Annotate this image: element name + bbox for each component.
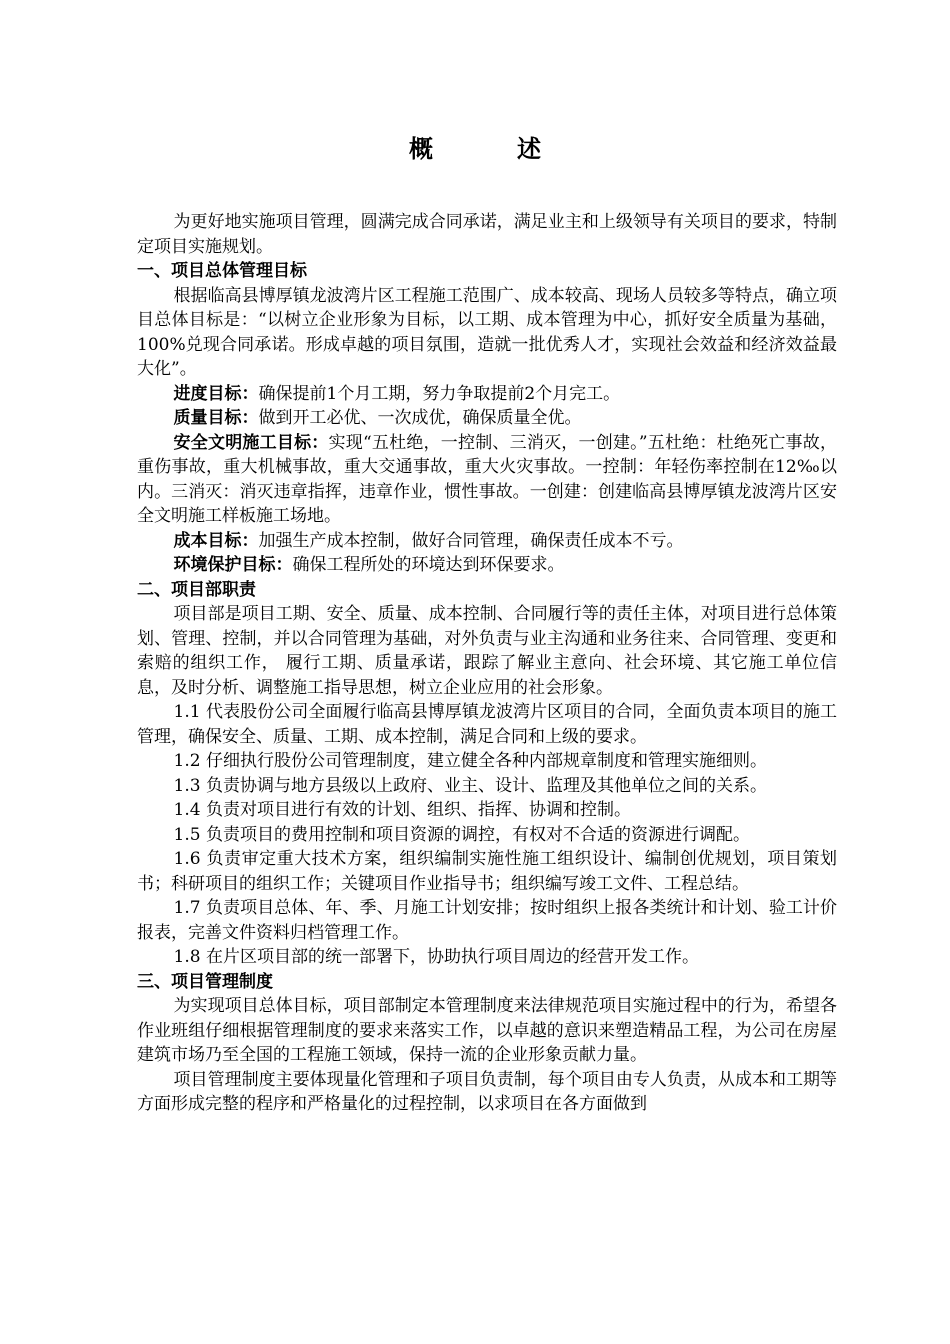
- goal-safety: [137, 431, 837, 529]
- goal-text: 加强生产成本控制，做好合同管理，确保责任成本不亏。: [258, 530, 684, 551]
- responsibility-item: 1.2 仔细执行股份公司管理制度，建立健全各种内部规章制度和管理实施细则。: [173, 751, 767, 771]
- management-system-paragraph: 项目管理制度主要体现量化管理和子项目负责制，每个项目由专人负责，从成本和工期等方面形成完整的程序和严格量化的过程控制，以求项目在各方面做到: [137, 1069, 837, 1114]
- goal-label: 环境保护目标：: [173, 555, 293, 575]
- responsibility-item: 1.3 负责协调与地方县级以上政府、业主、设计、监理及其他单位之间的关系。: [173, 775, 767, 796]
- intro-paragraph: 为更好地实施项目管理，圆满完成合同承诺，满足业主和上级领导有关项目的要求，特制定项目实施规划。: [137, 212, 837, 257]
- document-title: 概 述: [409, 134, 571, 163]
- goal-label: 质量目标：: [173, 408, 259, 428]
- goal-environment: [137, 553, 837, 578]
- management-system-paragraph: 为实现项目总体目标，项目部制定本管理制度来法律规范项目实施过程中的行为，希望各作业班组仔细根据管理制度的要求来落实工作，以卓越的意识来塑造精品工程，为公司在房屋建筑市场乃至全国的工程施工领域，保持一流的企业形象贡献力量。: [137, 996, 837, 1065]
- goal-schedule: [137, 382, 837, 407]
- section-heading-management-system: 三、项目管理制度: [137, 971, 273, 992]
- responsibility-item: 1.5 负责项目的费用控制和项目资源的调控，有权对不合适的资源进行调配。: [173, 824, 750, 845]
- goal-cost: [137, 529, 837, 554]
- responsibility-item: 1.4 负责对项目进行有效的计划、组织、指挥、协调和控制。: [173, 800, 631, 820]
- responsibility-item: 1.7 负责项目总体、年、季、月施工计划安排；按时组织上报各类统计和计划、验工计价报表，完善文件资料归档管理工作。: [137, 898, 837, 943]
- responsibility-item: 1.6 负责审定重大技术方案，组织编制实施性施工组织设计、编制创优规划，项目策划书；科研项目的组织工作；关键项目作业指导书；组织编写竣工文件、工程总结。: [137, 849, 837, 894]
- overall-goals-paragraph: 根据临高县博厚镇龙波湾片区工程施工范围广、成本较高、现场人员较多等特点，确立项目总体目标是：“以树立企业形象为目标，以工期、成本管理为中心，抓好安全质量为基础，100%兑现合同承诺。形成卓越的项目氛围，造就一批优秀人才，实现社会效益和经济效益最大化”。: [137, 285, 837, 379]
- goal-label: 安全文明施工目标：: [173, 432, 329, 453]
- goal-label: 进度目标：: [173, 383, 259, 404]
- goal-text: 做到开工必优、一次成优，确保质量全优。: [258, 408, 582, 428]
- goal-text: 实现“五杜绝，一控制、三消灭，一创建。”五杜绝：杜绝死亡事故，重伤事故，重大机械事故，重大交通事故，重大火灾事故。一控制：年轻伤率控制在12‰以内。三消灭：消灭违章指挥，违章作业，惯性事故。一创建：创建临高县博厚镇龙波湾片区安全文明施工样板施工场地。: [137, 432, 837, 526]
- section-heading-responsibilities: 二、项目部职责: [137, 579, 256, 600]
- goal-label: 成本目标：: [173, 530, 259, 551]
- responsibility-item: 1.8 在片区项目部的统一部署下，协助执行项目周边的经营开发工作。: [173, 947, 699, 967]
- document-body: [137, 210, 837, 1117]
- goal-text: 确保提前1个月工期，努力争取提前2个月完工。: [258, 383, 621, 404]
- section-heading-overall-goals: 一、项目总体管理目标: [137, 261, 307, 281]
- responsibility-item: 1.1 代表股份公司全面履行临高县博厚镇龙波湾片区项目的合同，全面负责本项目的施工管理，确保安全、质量、工期、成本控制，满足合同和上级的要求。: [137, 702, 837, 747]
- responsibilities-paragraph: 项目部是项目工期、安全、质量、成本控制、合同履行等的责任主体，对项目进行总体策划、管理、控制，并以合同管理为基础，对外负责与业主沟通和业务往来、合同管理、变更和索赔的组织工作， 履行工期、质量承诺，跟踪了解业主意向、社会环境、其它施工单位信息，及时分析、调整施工指导思想，树立企业应用的社会形象。: [137, 604, 837, 698]
- goal-text: 确保工程所处的环境达到环保要求。: [292, 555, 565, 575]
- goal-quality: [137, 406, 837, 431]
